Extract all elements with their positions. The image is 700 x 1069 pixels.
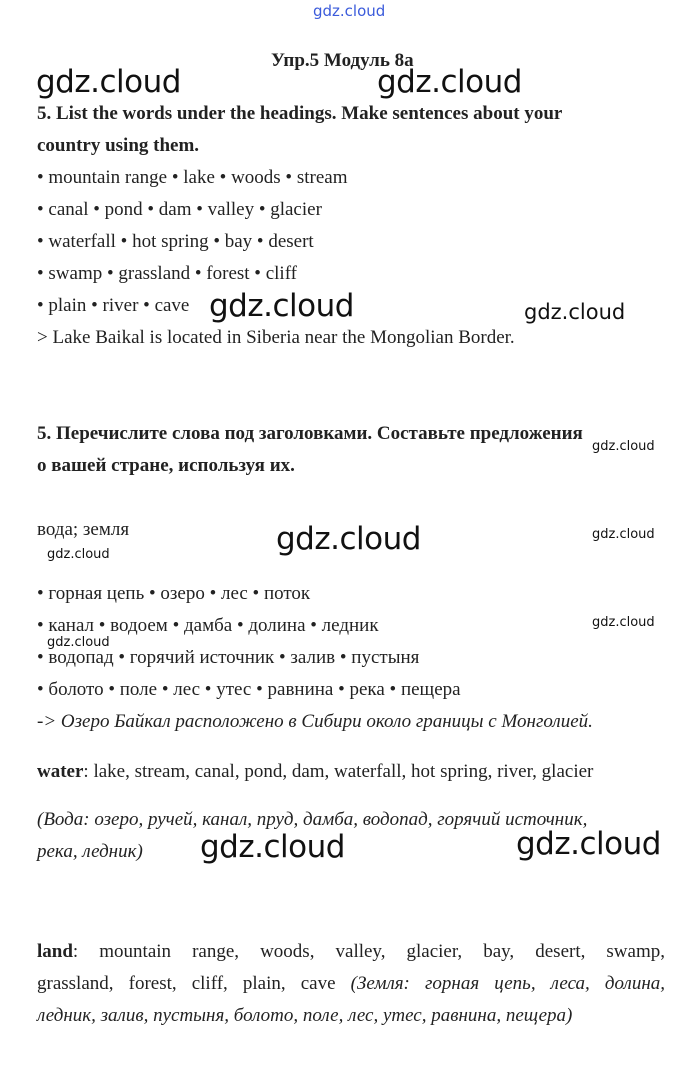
watermark: gdz.cloud xyxy=(209,288,354,324)
answer-land xyxy=(37,940,665,964)
answer-land-translation-line3: ледник, залив, пустыня, болото, поле, лес, утес, равнина, пещера) xyxy=(37,1005,573,1026)
headings-ru: вода; земля xyxy=(37,519,130,540)
watermark: gdz.cloud xyxy=(47,635,110,650)
watermark: gdz.cloud xyxy=(47,547,110,562)
task-heading-en: 5. List the words under the headings. Make sentences about your xyxy=(37,103,563,124)
page-title: Упр.5 Модуль 8а xyxy=(271,50,414,71)
word-list-line: • swamp • grassland • forest • cliff xyxy=(37,263,298,284)
word-list-line-ru: • водопад • горячий источник • залив • пустыня xyxy=(37,647,420,668)
example-sentence-en: > Lake Baikal is located in Siberia near the Mongolian Border. xyxy=(37,327,515,348)
task-heading-en-line2: country using them. xyxy=(37,135,200,156)
watermark: gdz.cloud xyxy=(36,64,181,100)
answer-land-text: : mountain range, woods, valley, glacier, bay, desert, swamp, xyxy=(72,941,665,962)
watermark: gdz.cloud xyxy=(592,527,655,542)
word-list-line: • mountain range • lake • woods • stream xyxy=(37,167,348,188)
word-list-line: • waterfall • hot spring • bay • desert xyxy=(37,231,314,252)
task-heading-ru: 5. Перечислите слова под заголовками. Составьте предложения xyxy=(37,423,583,444)
watermark: gdz.cloud xyxy=(516,826,661,862)
answer-land-text-plain: grassland, forest, cliff, plain, cave xyxy=(37,973,336,994)
task-heading-ru-line2: о вашей стране, используя их. xyxy=(37,455,295,476)
watermark: gdz.cloud xyxy=(592,615,655,630)
watermark: gdz.cloud xyxy=(276,521,421,557)
watermark: gdz.cloud xyxy=(377,64,522,100)
answer-land-translation: (Земля: горная цепь, леса, долина, xyxy=(350,973,665,994)
top-watermark: gdz.cloud xyxy=(313,2,386,20)
answer-water-text: : lake, stream, canal, pond, dam, waterfall, hot spring, river, glacier xyxy=(83,761,594,782)
word-list-line: • plain • river • cave xyxy=(37,295,190,316)
watermark: gdz.cloud xyxy=(592,439,655,454)
watermark: gdz.cloud xyxy=(524,300,626,324)
answer-water-translation: (Вода: озеро, ручей, канал, пруд, дамба, водопад, горячий источник, xyxy=(37,809,588,830)
word-list-line-ru: • болото • поле • лес • утес • равнина • река • пещера xyxy=(37,679,461,700)
answer-water xyxy=(37,760,593,784)
watermark: gdz.cloud xyxy=(200,829,345,865)
example-sentence-ru: -> Озеро Байкал расположено в Сибири около границы с Монголией. xyxy=(37,711,593,732)
answer-land-label: land xyxy=(37,941,73,962)
answer-water-label: water xyxy=(37,761,84,782)
word-list-line-ru: • канал • водоем • дамба • долина • ледник xyxy=(37,615,379,636)
word-list-line: • canal • pond • dam • valley • glacier xyxy=(37,199,322,220)
word-list-line-ru: • горная цепь • озеро • лес • поток xyxy=(37,583,311,604)
answer-water-translation-line2: река, ледник) xyxy=(37,841,143,862)
answer-land-line2 xyxy=(37,972,665,996)
